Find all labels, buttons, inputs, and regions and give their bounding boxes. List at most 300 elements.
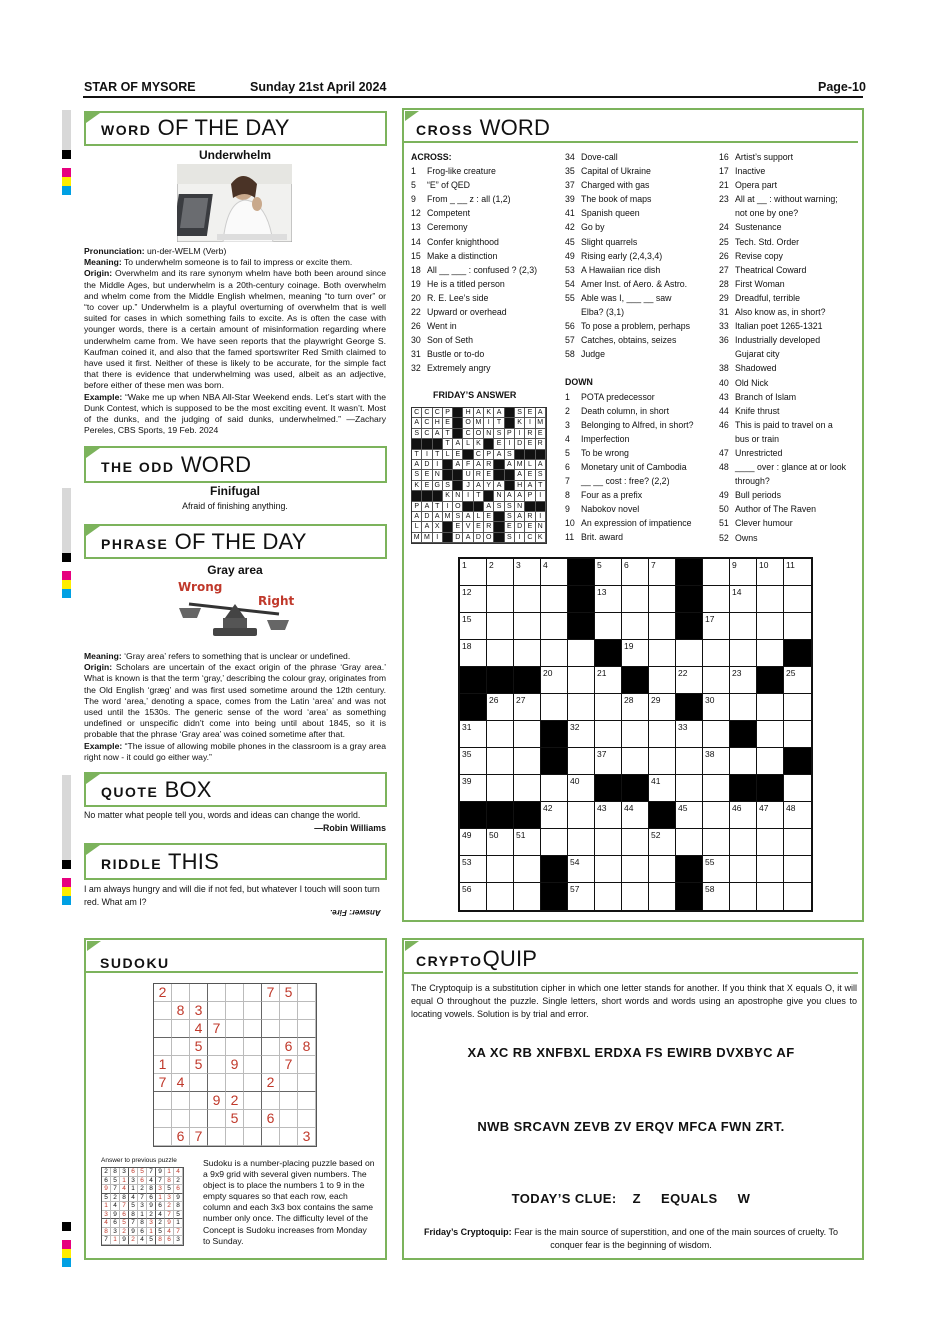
answer-cell: P [443, 408, 453, 418]
crossword-cell [757, 667, 784, 694]
crossword-cell[interactable] [568, 856, 595, 883]
sudoku-answer-cell: 9 [147, 1202, 156, 1211]
crossword-cell[interactable] [514, 883, 541, 910]
clue-number [719, 347, 735, 361]
clue-row [719, 319, 859, 333]
sudoku-cell[interactable] [298, 1020, 316, 1038]
sudoku-cell[interactable] [280, 1128, 298, 1146]
crossword-cell[interactable] [541, 586, 568, 613]
clue-number: 36 [719, 335, 729, 346]
crossword-cell[interactable] [514, 856, 541, 883]
crossword-cell[interactable] [757, 559, 784, 586]
sudoku-cell[interactable] [262, 1038, 280, 1056]
sudoku-answer-cell: 4 [102, 1219, 111, 1228]
sudoku-answer-cell: 7 [138, 1194, 147, 1203]
crossword-cell[interactable] [622, 802, 649, 829]
clue-number: 58 [565, 349, 575, 360]
crossword-cell[interactable] [595, 694, 622, 721]
crossword-cell[interactable] [487, 748, 514, 775]
sudoku-cell[interactable] [280, 1110, 298, 1128]
sudoku-cell[interactable] [154, 1020, 172, 1038]
sudoku-cell[interactable] [280, 1020, 298, 1038]
clue-row [565, 319, 715, 333]
cell-number: 48 [786, 803, 796, 813]
crossword-cell[interactable] [460, 829, 487, 856]
crossword-cell[interactable] [676, 802, 703, 829]
crossword-cell[interactable] [676, 640, 703, 667]
crossword-cell[interactable] [784, 802, 811, 829]
answer-cell: P [412, 502, 422, 512]
crossword-cell[interactable] [460, 883, 487, 910]
sudoku-cell[interactable] [208, 1038, 226, 1056]
clue-number: 25 [719, 236, 729, 247]
crossword-cell[interactable] [460, 721, 487, 748]
clue-text: Death column, in short [581, 405, 670, 416]
clue-text: He is a titled person [427, 278, 505, 289]
paper-name: STAR OF MYSORE [84, 80, 196, 94]
crossword-cell[interactable] [757, 829, 784, 856]
crossword-cell[interactable] [703, 640, 730, 667]
clue-row [565, 206, 715, 220]
crossword-cell[interactable] [487, 829, 514, 856]
crossword-cell[interactable] [568, 667, 595, 694]
sudoku-cell[interactable] [298, 1002, 316, 1020]
crossword-cell[interactable] [595, 613, 622, 640]
clue-text: Theatrical Coward [735, 264, 807, 275]
crossword-cell[interactable] [676, 829, 703, 856]
answer-cell: E [422, 481, 432, 491]
crossword-cell [460, 802, 487, 829]
clue-text: Frog-like creature [427, 166, 496, 177]
crossword-cell[interactable] [757, 613, 784, 640]
crossword-cell[interactable] [676, 748, 703, 775]
crossword-cell[interactable] [514, 694, 541, 721]
crossword-cell[interactable] [649, 856, 676, 883]
sudoku-grid[interactable] [153, 983, 317, 1147]
clue-row [719, 291, 859, 305]
crossword-cell[interactable] [649, 748, 676, 775]
crossword-cell[interactable] [784, 694, 811, 721]
clue-number: 7 [565, 476, 570, 487]
sudoku-cell[interactable] [244, 984, 262, 1002]
sudoku-answer-cell: 8 [156, 1236, 165, 1245]
crossword-cell[interactable] [514, 775, 541, 802]
crossword-cell[interactable] [487, 613, 514, 640]
riddle-answer: Answer: Fire. [330, 908, 381, 917]
crossword-cell[interactable] [541, 667, 568, 694]
answer-cell: T [443, 429, 453, 439]
crossword-cell[interactable] [703, 667, 730, 694]
sudoku-cell[interactable] [280, 1092, 298, 1110]
answer-cell: K [536, 533, 546, 543]
crossword-cell[interactable] [514, 640, 541, 667]
sudoku-cell[interactable] [280, 1074, 298, 1092]
crossword-cell[interactable] [622, 694, 649, 721]
crossword-cell[interactable] [784, 829, 811, 856]
sudoku-cell[interactable] [208, 1056, 226, 1074]
crossword-cell[interactable] [730, 883, 757, 910]
crossword-cell[interactable] [730, 694, 757, 721]
sudoku-cell[interactable] [226, 1020, 244, 1038]
sudoku-cell[interactable] [262, 1128, 280, 1146]
crossword-cell[interactable] [595, 856, 622, 883]
clue-text: Brit. award [581, 532, 624, 543]
sudoku-cell[interactable] [244, 1020, 262, 1038]
crossword-cell[interactable] [703, 829, 730, 856]
answer-cell [453, 418, 463, 428]
crossword-cell[interactable] [703, 856, 730, 883]
sudoku-cell[interactable] [262, 1020, 280, 1038]
clue-text: To be wrong [581, 447, 629, 458]
sudoku-cell[interactable] [244, 1056, 262, 1074]
answer-cell: I [463, 491, 473, 501]
answer-cell [453, 470, 463, 480]
wotd-word: Underwhelm [198, 148, 271, 162]
clue-row [719, 235, 859, 249]
crossword-cell[interactable] [622, 883, 649, 910]
crossword-cell[interactable] [757, 694, 784, 721]
sudoku-cell[interactable] [172, 1056, 190, 1074]
crossword-cell[interactable] [568, 694, 595, 721]
sudoku-cell[interactable] [226, 1128, 244, 1146]
clue-text: The book of maps [581, 194, 652, 205]
sudoku-cell[interactable] [244, 1038, 262, 1056]
clue-row [411, 319, 561, 333]
sudoku-cell[interactable] [298, 1092, 316, 1110]
crossword-cell[interactable] [649, 613, 676, 640]
crossword-cell[interactable] [622, 856, 649, 883]
crossword-cell[interactable] [730, 640, 757, 667]
crossword-cell[interactable] [541, 694, 568, 721]
sudoku-cell[interactable] [208, 1002, 226, 1020]
crossword-cell[interactable] [514, 559, 541, 586]
crossword-cell[interactable] [703, 802, 730, 829]
crossword-cell[interactable] [514, 721, 541, 748]
crossword-cell[interactable] [676, 667, 703, 694]
corner-flag [86, 774, 100, 784]
sudoku-cell[interactable] [298, 1074, 316, 1092]
sudoku-cell[interactable] [154, 1092, 172, 1110]
answer-cell: A [422, 502, 432, 512]
sudoku-cell[interactable] [226, 1038, 244, 1056]
crossword-cell[interactable] [649, 559, 676, 586]
sudoku-cell[interactable] [280, 1002, 298, 1020]
crossword-cell[interactable] [784, 721, 811, 748]
sudoku-cell[interactable] [154, 1002, 172, 1020]
sudoku-cell: 6 [262, 1110, 280, 1128]
sudoku-cell[interactable] [262, 1002, 280, 1020]
crossword-cell[interactable] [730, 586, 757, 613]
sudoku-cell[interactable] [208, 1110, 226, 1128]
answer-cell [463, 450, 473, 460]
sudoku-cell[interactable] [190, 1074, 208, 1092]
crossword-cell[interactable] [784, 856, 811, 883]
crossword-cell[interactable] [757, 640, 784, 667]
crossword-cell[interactable] [568, 748, 595, 775]
answer-cell: T [536, 481, 546, 491]
crossword-cell[interactable] [730, 856, 757, 883]
phrase-title: PHRASE OF THE DAY [101, 529, 307, 554]
crossword-cell[interactable] [703, 721, 730, 748]
sudoku-answer-cell: 5 [120, 1219, 129, 1228]
answer-cell: L [463, 439, 473, 449]
crossword-cell[interactable] [595, 721, 622, 748]
clue-number: 37 [565, 180, 575, 191]
sudoku-description: Sudoku is a number-placing puzzle based on a 9x9 grid with several given numbers. The object is to place the numbers 1 to 9 in the empty squares so that each row, each column and each 3x3 box contains the same number only once. The difficulty level of the Concept is Sudoku increases from Monday to Sunday. [203, 1158, 375, 1246]
crossword-cell[interactable] [487, 775, 514, 802]
clue-number: 40 [719, 377, 729, 388]
crossword-cell[interactable] [622, 748, 649, 775]
crossword-cell[interactable] [460, 748, 487, 775]
crossword-cell[interactable] [730, 559, 757, 586]
cell-number: 1 [462, 560, 467, 570]
sudoku-cell[interactable] [244, 1092, 262, 1110]
sudoku-cell[interactable] [244, 1110, 262, 1128]
answer-cell [433, 491, 443, 501]
crossword-cell[interactable] [649, 829, 676, 856]
answer-cell: S [412, 470, 422, 480]
sudoku-cell[interactable] [298, 1056, 316, 1074]
crossword-cell[interactable] [757, 883, 784, 910]
crossword-cell[interactable] [568, 721, 595, 748]
crossword-cell[interactable] [460, 856, 487, 883]
clue-text: Judge [581, 349, 605, 360]
crossword-cell[interactable] [649, 775, 676, 802]
crossword-cell[interactable] [703, 694, 730, 721]
answer-cell: A [463, 533, 473, 543]
clue-number: 30 [411, 335, 421, 346]
crossword-cell[interactable] [622, 721, 649, 748]
crossword-cell[interactable] [784, 775, 811, 802]
crossword-cell[interactable] [730, 613, 757, 640]
crossword-cell[interactable] [622, 829, 649, 856]
sudoku-cell[interactable] [190, 1092, 208, 1110]
phrase-text: Gray area [207, 563, 263, 577]
crossword-cell[interactable] [730, 667, 757, 694]
clue-row [719, 347, 859, 361]
sudoku-cell[interactable] [172, 1038, 190, 1056]
cell-number: 52 [651, 830, 661, 840]
crossword-cell[interactable] [541, 613, 568, 640]
crossword-cell[interactable] [676, 721, 703, 748]
crossword-cell[interactable] [622, 559, 649, 586]
clue-text: Author of The Raven [735, 504, 817, 515]
crossword-cell[interactable] [568, 640, 595, 667]
crossword-cell[interactable] [649, 667, 676, 694]
sudoku-cell[interactable] [172, 984, 190, 1002]
crossword-cell[interactable] [514, 586, 541, 613]
clue-number: 9 [565, 504, 570, 515]
crossword-cell[interactable] [622, 613, 649, 640]
answer-cell: E [453, 450, 463, 460]
crossword-cell[interactable] [595, 586, 622, 613]
clue-number: 54 [565, 278, 575, 289]
clue-row [411, 220, 561, 234]
crossword-cell[interactable] [757, 748, 784, 775]
crossword-grid[interactable] [458, 557, 813, 912]
crossword-cell[interactable] [460, 640, 487, 667]
clue-number: 33 [719, 321, 729, 332]
crossword-cell[interactable] [487, 856, 514, 883]
crossword-cell[interactable] [784, 667, 811, 694]
sudoku-cell[interactable] [244, 1128, 262, 1146]
sudoku-answer-cell: 9 [165, 1219, 174, 1228]
sudoku-answer-cell: 5 [111, 1177, 120, 1186]
answer-cell: S [505, 450, 515, 460]
clue-text: Sustenance [735, 222, 782, 233]
crossword-cell[interactable] [595, 559, 622, 586]
sudoku-cell[interactable] [208, 1128, 226, 1146]
clue-text: Son of Seth [427, 335, 473, 346]
crossword-cell[interactable] [595, 667, 622, 694]
crossword-cell[interactable] [784, 586, 811, 613]
sudoku-cell[interactable] [154, 1038, 172, 1056]
crossword-cell[interactable] [541, 559, 568, 586]
clue-number: 53 [565, 264, 575, 275]
sudoku-cell[interactable] [226, 1002, 244, 1020]
crossword-cell[interactable] [703, 559, 730, 586]
sudoku-cell[interactable] [190, 984, 208, 1002]
sudoku-cell[interactable] [226, 1074, 244, 1092]
crossword-cell[interactable] [784, 883, 811, 910]
crossword-cell[interactable] [703, 748, 730, 775]
crossword-cell[interactable] [784, 559, 811, 586]
clue-text: not one by one? [735, 208, 799, 219]
crossword-cell[interactable] [649, 694, 676, 721]
crossword-cell[interactable] [784, 613, 811, 640]
crossword-cell[interactable] [568, 883, 595, 910]
clue-row [411, 206, 561, 220]
clue-text: Competent [427, 208, 471, 219]
crossword-cell[interactable] [595, 883, 622, 910]
sudoku-cell[interactable] [190, 1110, 208, 1128]
cell-number: 11 [786, 560, 795, 570]
sudoku-answer-cell: 9 [111, 1211, 120, 1220]
sudoku-answer-cell: 6 [165, 1236, 174, 1245]
answer-cell: A [484, 502, 494, 512]
crossword-cell[interactable] [649, 721, 676, 748]
crossword-cell[interactable] [568, 802, 595, 829]
crossword-cell[interactable] [460, 613, 487, 640]
crossword-cell[interactable] [676, 775, 703, 802]
crossword-cell[interactable] [487, 694, 514, 721]
page-number: Page-10 [818, 80, 866, 94]
crossword-cell[interactable] [703, 883, 730, 910]
sudoku-cell[interactable] [172, 1020, 190, 1038]
crossword-cell[interactable] [514, 748, 541, 775]
crossword-cell[interactable] [703, 613, 730, 640]
crossword-cell[interactable] [541, 775, 568, 802]
cell-number: 47 [759, 803, 769, 813]
crossword-cell[interactable] [649, 640, 676, 667]
sudoku-cell[interactable] [208, 984, 226, 1002]
cell-number: 13 [597, 587, 607, 597]
crossword-cell[interactable] [487, 559, 514, 586]
crossword-cell[interactable] [568, 829, 595, 856]
crossword-cell [622, 667, 649, 694]
sudoku-answer-cell: 9 [129, 1228, 138, 1237]
sudoku-cell[interactable] [262, 1092, 280, 1110]
phrase-body: Meaning: ‘Gray area’ refers to something that is unclear or undefined. Origin: Scholars are uncertain of the exact origin of the phrase ‘Gray area.’ What is known is that the term ‘gray,’ describing the colour gray, originates from the Old English ‘græg’ and was first used sometime around the 12th century. The word ‘area,’ denoting a space, comes from the Latin ‘area’ and was not used until the 1530s. The generic sense of the word ‘area’ as something undefined or unspecific didn’t come into being until about 1845, so it is probable that the phrase ‘Gray area’ was coined sometime after that. Example: “The issue of allowing mobile phones in the classroom is a gray area right now - it could go either way.” [84, 651, 386, 762]
clue-text: All at __ : without warning; [735, 194, 838, 205]
crossword-cell[interactable] [568, 775, 595, 802]
crossword-cell [541, 748, 568, 775]
answer-cell: M [474, 418, 484, 428]
answer-cell [494, 512, 504, 522]
crossword-cell[interactable] [487, 586, 514, 613]
crossword-cell[interactable] [757, 856, 784, 883]
crossword-cell[interactable] [514, 613, 541, 640]
clues-down [719, 150, 859, 545]
crossword-cell[interactable] [622, 640, 649, 667]
corner-flag [87, 941, 101, 951]
crossword-cell[interactable] [487, 721, 514, 748]
crossword-cell[interactable] [757, 802, 784, 829]
sudoku-cell[interactable] [154, 1128, 172, 1146]
crossword-cell[interactable] [730, 829, 757, 856]
answer-cell: S [505, 502, 515, 512]
crossword-cell[interactable] [703, 775, 730, 802]
clue-number [719, 432, 735, 446]
clue-text: Go by [581, 222, 605, 233]
crossword-cell[interactable] [595, 829, 622, 856]
crossword-cell[interactable] [703, 586, 730, 613]
sudoku-cell[interactable] [298, 984, 316, 1002]
crossword-cell[interactable] [730, 802, 757, 829]
crossword-cell[interactable] [460, 586, 487, 613]
sudoku-cell[interactable] [244, 1074, 262, 1092]
crossword-cell[interactable] [541, 802, 568, 829]
answer-cell: C [412, 408, 422, 418]
answer-cell: E [525, 439, 535, 449]
crossword-cell[interactable] [649, 586, 676, 613]
crossword-cell[interactable] [757, 586, 784, 613]
sudoku-cell[interactable] [154, 1110, 172, 1128]
crossword-cell[interactable] [514, 829, 541, 856]
answer-cell: K [412, 481, 422, 491]
answer-cell: I [525, 418, 535, 428]
crossword-cell[interactable] [541, 640, 568, 667]
sudoku-cell[interactable] [208, 1074, 226, 1092]
answer-cell: S [494, 429, 504, 439]
sudoku-answer-cell: 8 [102, 1228, 111, 1237]
crossword-cell[interactable] [460, 559, 487, 586]
crossword-cell[interactable] [541, 829, 568, 856]
color-marks [62, 1222, 71, 1267]
sudoku-cell[interactable] [172, 1110, 190, 1128]
crossword-cell[interactable] [730, 748, 757, 775]
scale-wrong-label: Wrong [178, 580, 223, 594]
odd-title: THE ODD WORD [101, 452, 252, 477]
crossword-cell[interactable] [460, 775, 487, 802]
answer-cell: E [453, 522, 463, 532]
crossword-cell[interactable] [487, 640, 514, 667]
sudoku-cell[interactable] [262, 1056, 280, 1074]
clue-row [719, 164, 859, 178]
sudoku-cell[interactable] [172, 1092, 190, 1110]
crossword-cell[interactable] [649, 883, 676, 910]
answer-cell [505, 481, 515, 491]
answer-cell [536, 502, 546, 512]
crossword-cell[interactable] [757, 721, 784, 748]
crossword-cell[interactable] [595, 802, 622, 829]
sudoku-cell[interactable] [298, 1110, 316, 1128]
crossword-cell[interactable] [595, 748, 622, 775]
sudoku-cell[interactable] [226, 984, 244, 1002]
sudoku-cell[interactable] [244, 1002, 262, 1020]
crossword-cell[interactable] [487, 883, 514, 910]
crossword-cell[interactable] [622, 586, 649, 613]
